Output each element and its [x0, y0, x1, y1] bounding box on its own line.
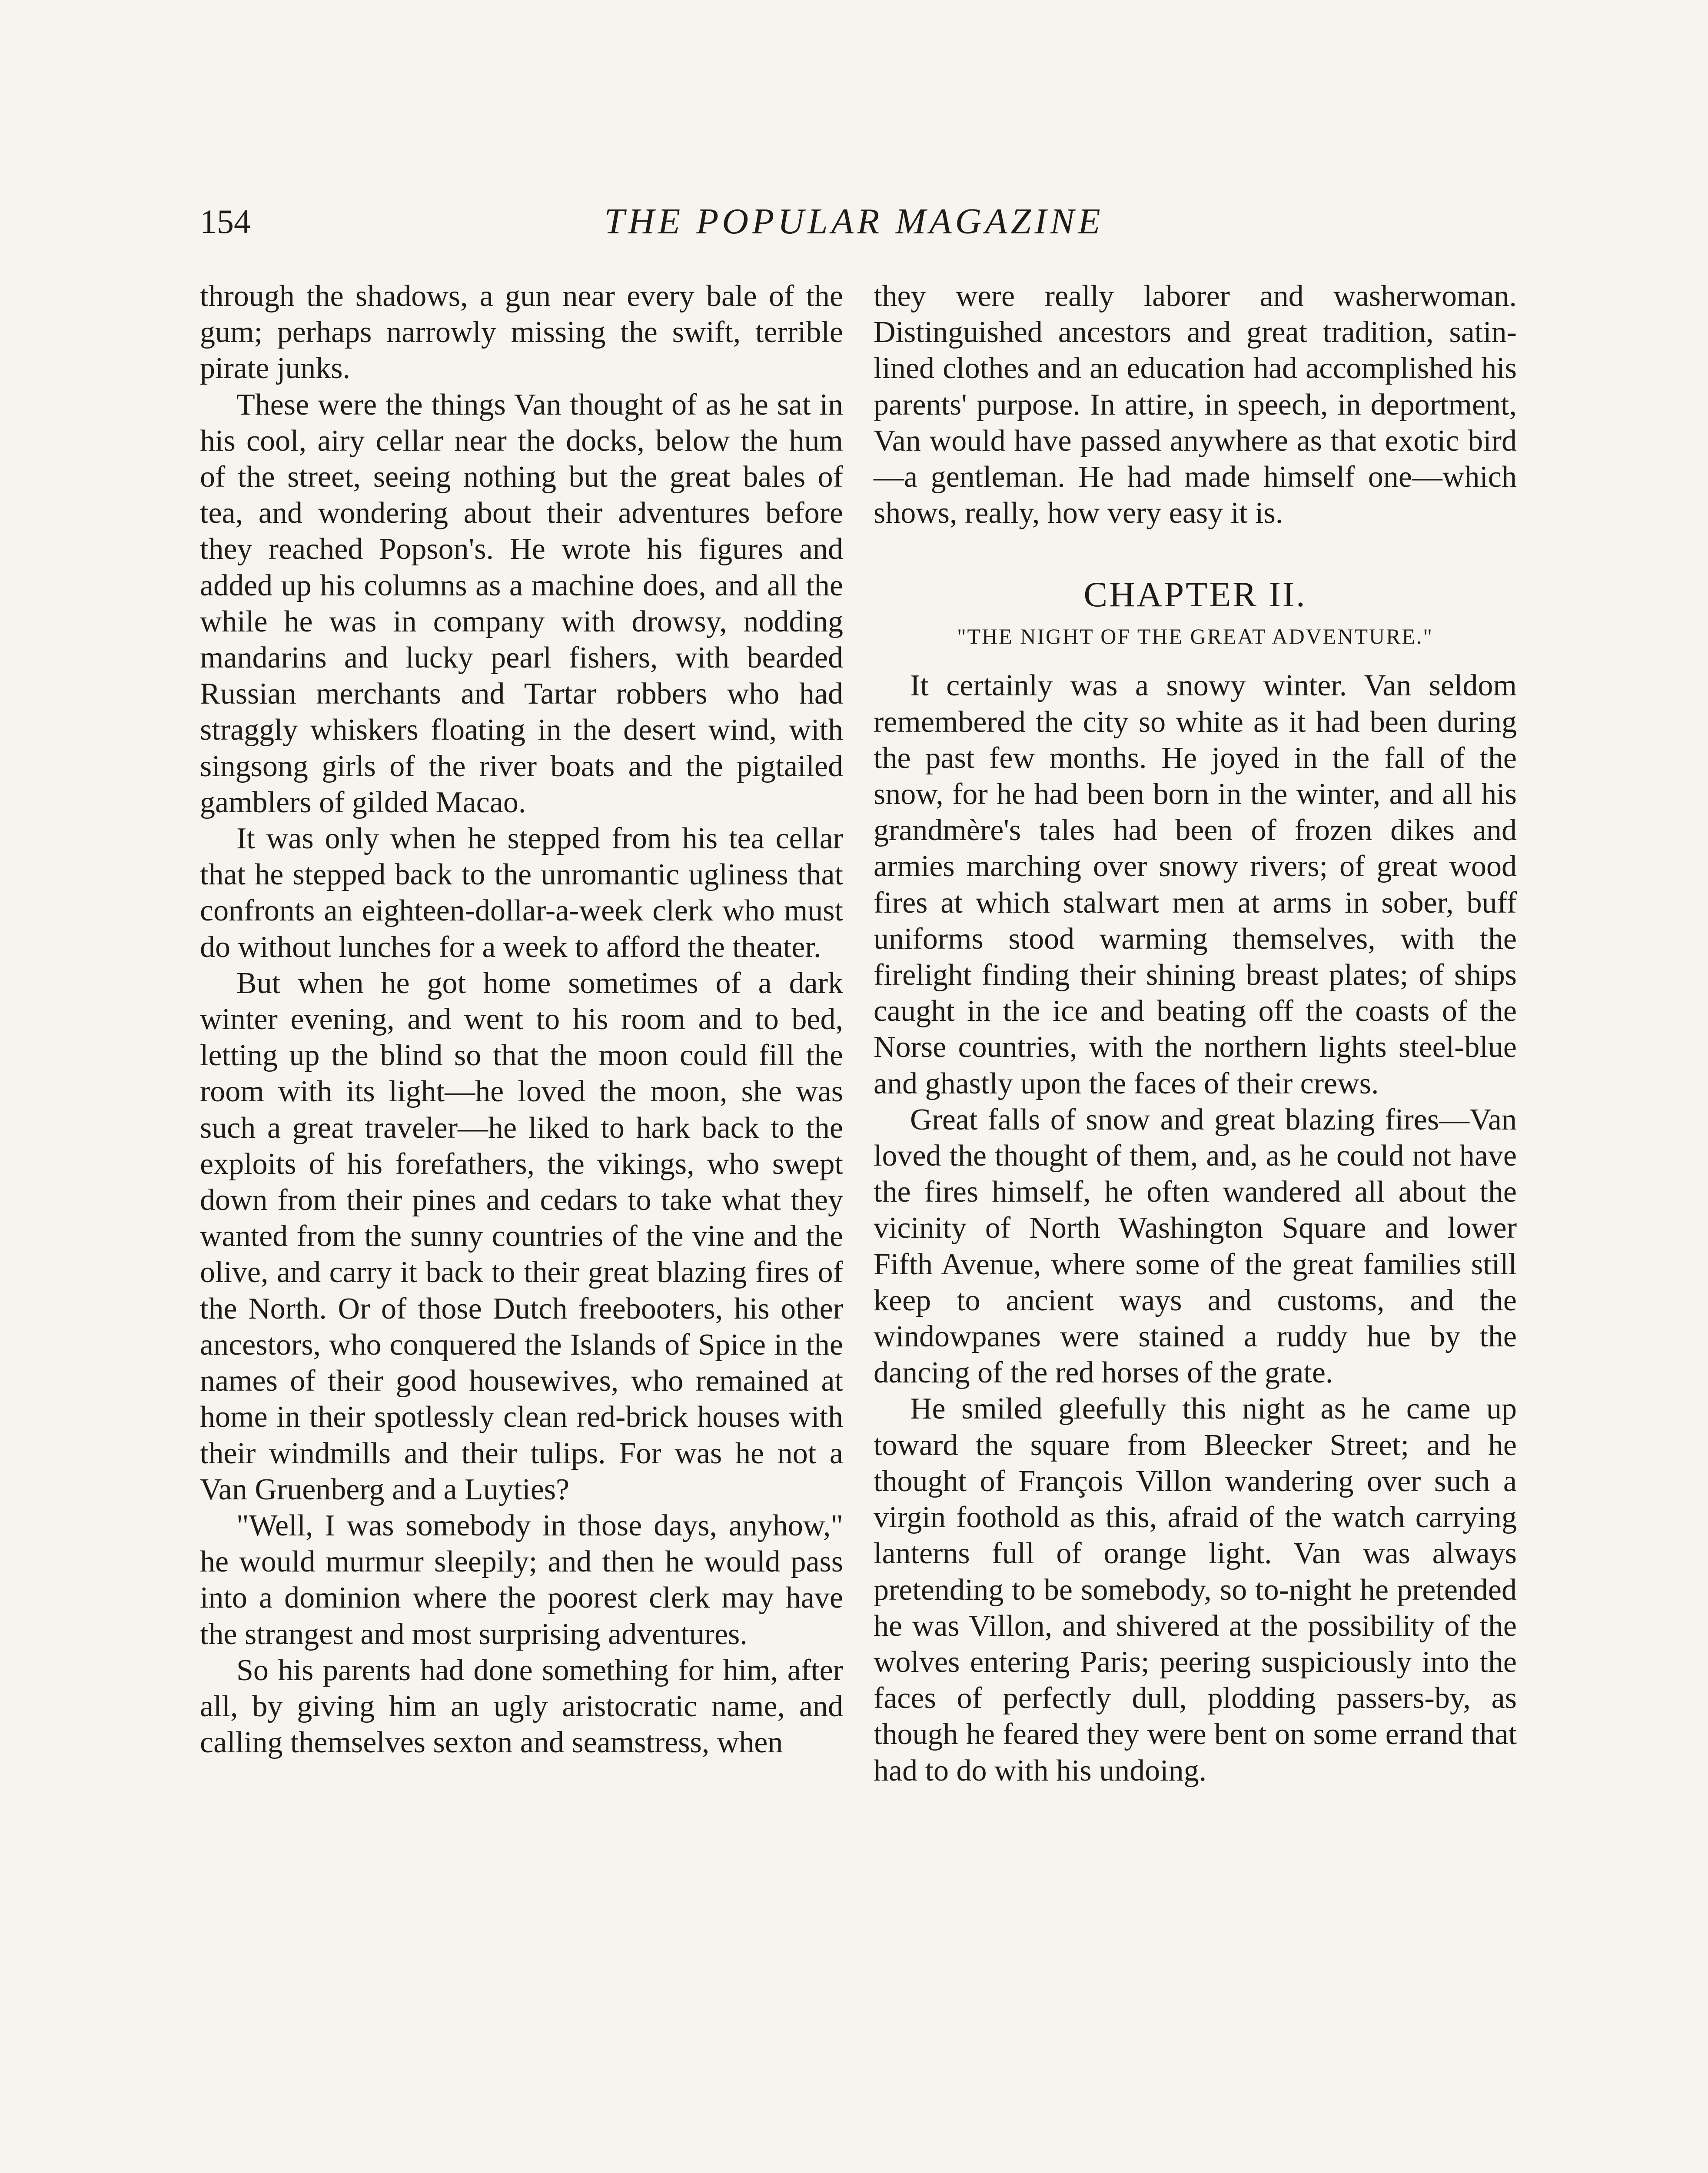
chapter-heading: CHAPTER II. [1083, 575, 1307, 615]
paragraph: These were the things Van thought of as he sat in his cool, airy cellar near the docks, below the hum of the street, seeing nothing but the great bales of tea, and wondering about their adventures before they reached Popson's. He wrote his figures and added up his columns as a machine does, and all the while he was in company with drowsy, nodding mandarins and lucky pearl fishers, with bearded Russian merchants and Tartar robbers who had straggly whiskers floating in the desert wind, with singsong girls of the river boats and the pigtailed gamblers of gilded Macao. [200, 388, 843, 819]
paragraph: It certainly was a snowy winter. Van seldom remembered the city so white as it had been during the past few months. He joyed in the fall of the snow, for he had been born in the winter, and all his grandmère's tales had been of frozen dikes and armies marching over snowy rivers; of great wood fires at which stalwart men at arms in sober, buff uniforms stood warming themselves, with the firelight finding their shining breast plates; of ships caught in the ice and beating off the coasts of the Norse countries, with the northern lights steel-blue and ghastly upon the faces of their crews. [874, 669, 1517, 1100]
paragraph: But when he got home sometimes of a dark winter evening, and went to his room and to bed, letting up the blind so that the moon could fill the room with its light—he loved the moon, she was such a great traveler—he liked to hark back to the exploits of his forefathers, the vikings, who swept down from their pines and cedars to take what they wanted from the sunny countries of the vine and the olive, and carry it back to their great blazing fires of the North. Or of those Dutch freebooters, his other ancestors, who conquered the Islands of Spice in the names of their good housewives, who remained at home in their spotlessly clean red-brick houses with their windmills and their tulips. For was he not a Van Gruenberg and a Luyties? [200, 966, 843, 1506]
paragraph: Great falls of snow and great blazing fires—Van loved the thought of them, and, as he could not have the fires himself, he often wandered all about the vicinity of North Washington Square and lower Fifth Avenue, where some of the great families still keep to ancient ways and customs, and the windowpanes were stained a ruddy hue by the dancing of the red horses of the grate. [874, 1103, 1517, 1390]
chapter-subtitle: "THE NIGHT OF THE GREAT ADVENTURE." [957, 624, 1433, 649]
paragraph: It was only when he stepped from his tea cellar that he stepped back to the unromantic ugliness that confronts an eighteen-dollar-a-week clerk who must do without lunches for a week to afford the theater. [200, 822, 843, 964]
paragraph: "Well, I was somebody in those days, anyhow," he would murmur sleepily; and then he would pass into a dominion where the poorest clerk may have the strangest and most surprising adventures. [200, 1508, 843, 1651]
paragraph: He smiled gleefully this night as he came up toward the square from Bleecker Street; and he thought of François Villon wandering over such a virgin foothold as this, afraid of the watch carrying lanterns full of orange light. Van was always pretending to be somebody, so to-night he pretended he was Villon, and shivered at the possibility of the wolves entering Paris; peering suspiciously into the faces of perfectly dull, plodding passers-by, as though he feared they were bent on some errand that had to do with his undoing. [874, 1392, 1517, 1788]
paragraph: So his parents had done something for him, after all, by giving him an ugly aristocratic name, and calling themselves sexton and seamstress, when [200, 1653, 843, 1760]
left-column [200, 278, 843, 1761]
right-column [874, 278, 1517, 1789]
paragraph: through the shadows, a gun near every bale of the gum; perhaps narrowly missing the swift, terrible pirate junks. [200, 279, 843, 385]
paragraph: they were really laborer and washerwoman. Distinguished ancestors and great tradition, satin-lined clothes and an education had accomplished his parents' purpose. In attire, in speech, in deportment, Van would have passed anywhere as that exotic bird—a gentleman. He had made himself one—which shows, really, how very easy it is. [874, 279, 1517, 530]
page-header [200, 200, 1508, 252]
running-title: THE POPULAR MAGAZINE [604, 201, 1104, 242]
page-number: 154 [200, 203, 251, 240]
